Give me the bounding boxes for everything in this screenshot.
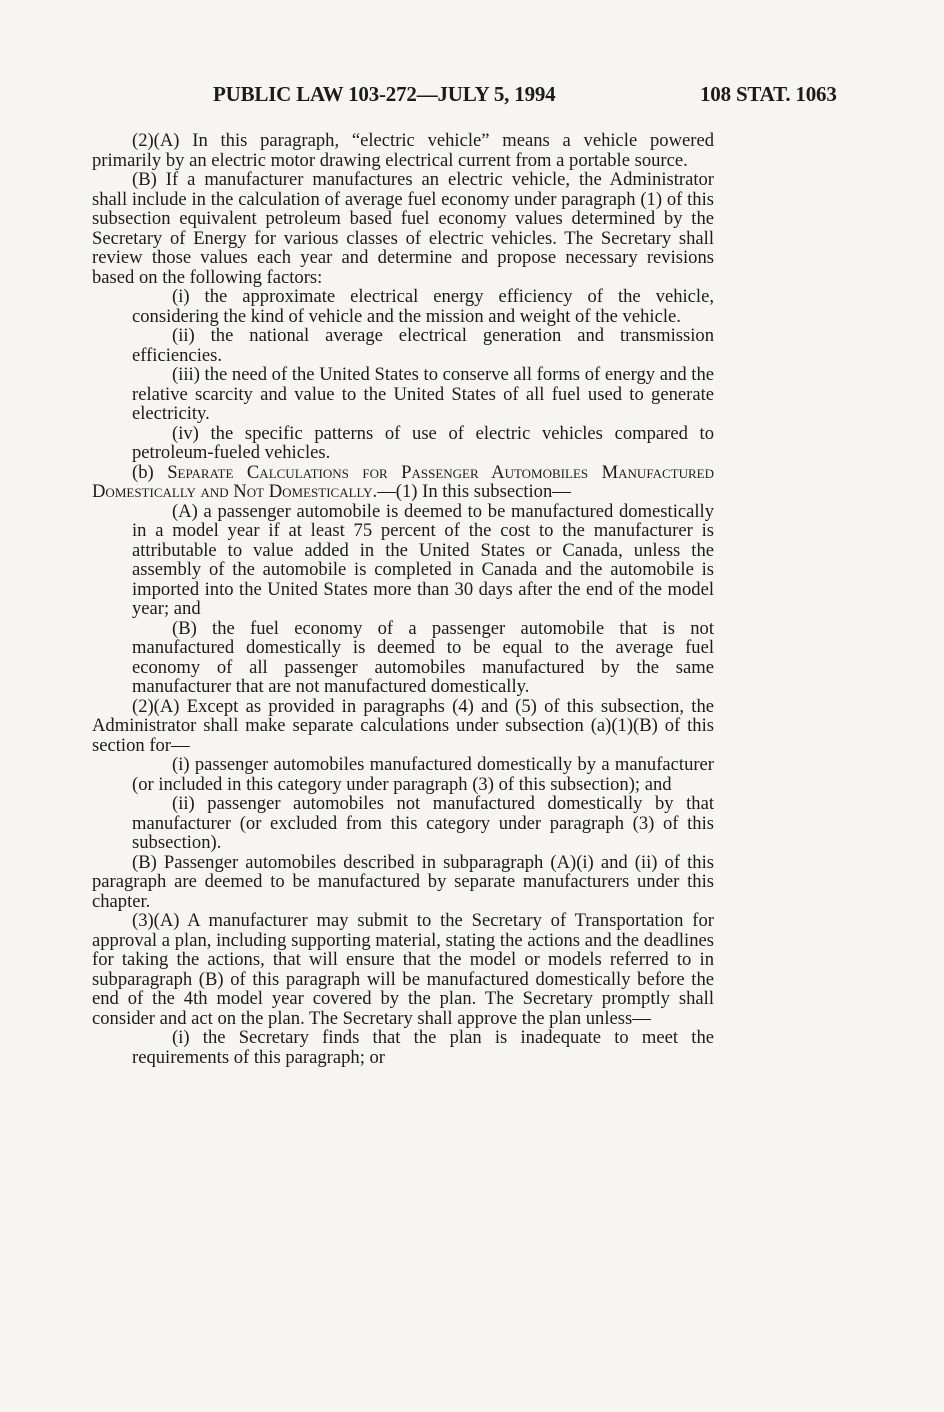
subsection-b-heading: Separate Calculations for Passenger Automobiles Manufactured Domestically and Not Domestically.	[92, 461, 714, 502]
clause-b2a-ii: (ii) passenger automobiles not manufactured domestically by that manufacturer (or excluded from this category under paragraph (3) of this subsection).	[132, 793, 714, 853]
clause-iii: (iii) the need of the United States to conserve all forms of energy and the relative scarcity and value to the United States of all fuel used to generate electricity.	[132, 364, 714, 424]
clause-ii: (ii) the national average electrical generation and transmission efficiencies.	[132, 325, 714, 366]
paragraph-b2b: (B) Passenger automobiles described in subparagraph (A)(i) and (ii) of this paragraph are deemed to be manufactured by separate manufacturers under this chapter.	[92, 851, 714, 912]
paragraph-b2a: (2)(A) Except as provided in paragraphs (4) and (5) of this subsection, the Administrator shall make separate calculations under subsection (a)(1)(B) of this section for—	[92, 695, 714, 756]
page-header	[0, 82, 944, 114]
subsection-b-label: (b)	[132, 461, 168, 483]
body-text	[92, 131, 714, 1067]
clause-b1b: (B) the fuel economy of a passenger automobile that is not manufactured domestically is deemed to be equal to the average fuel economy of all passenger automobiles manufactured by the same manufacturer that are not manufactured domestically.	[132, 617, 714, 697]
clause-iv: (iv) the specific patterns of use of electric vehicles compared to petroleum-fueled vehicles.	[132, 422, 714, 463]
paragraph-b3a: (3)(A) A manufacturer may submit to the Secretary of Transportation for approval a plan, including supporting material, stating the actions and the deadlines for taking the actions, that will ensure that the model or models referred to in subparagraph (B) of this paragraph will be manufactured domestically before the end of the 4th model year covered by the plan. The Secretary promptly shall consider and act on the plan. The Secretary shall approve the plan unless—	[92, 910, 714, 1029]
subsection-b-intro: —(1) In this subsection—	[377, 481, 571, 502]
statute-page-number: 108 STAT. 1063	[700, 82, 837, 106]
clause-b3a-i: (i) the Secretary finds that the plan is inadequate to meet the requirements of this paragraph; or	[132, 1027, 714, 1068]
clause-b2a-i: (i) passenger automobiles manufactured domestically by a manufacturer (or included in this category under paragraph (3) of this subsection); and	[132, 754, 714, 795]
page-running-title: PUBLIC LAW 103-272—JULY 5, 1994	[213, 82, 556, 106]
paragraph-2b: (B) If a manufacturer manufactures an electric vehicle, the Administrator shall include in the calculation of average fuel economy under paragraph (1) of this subsection equivalent petroleum based fuel economy values determined by the Secretary of Energy for various classes of electric vehicles. The Secretary shall review those values each year and determine and propose necessary revisions based on the following factors:	[92, 169, 714, 288]
clause-b1a: (A) a passenger automobile is deemed to be manufactured domestically in a model year if at least 75 percent of the cost to the manufacturer is attributable to value added in the United States or Canada, unless the assembly of the automobile is completed in Canada and the automobile is imported into the United States more than 30 days after the end of the model year; and	[132, 500, 714, 619]
clause-i: (i) the approximate electrical energy efficiency of the vehicle, considering the kind of vehicle and the mission and weight of the vehicle.	[132, 286, 714, 327]
subsection-b	[92, 463, 714, 502]
paragraph-2a: (2)(A) In this paragraph, “electric vehicle” means a vehicle powered primarily by an electric motor drawing electrical current from a portable source.	[92, 130, 714, 171]
